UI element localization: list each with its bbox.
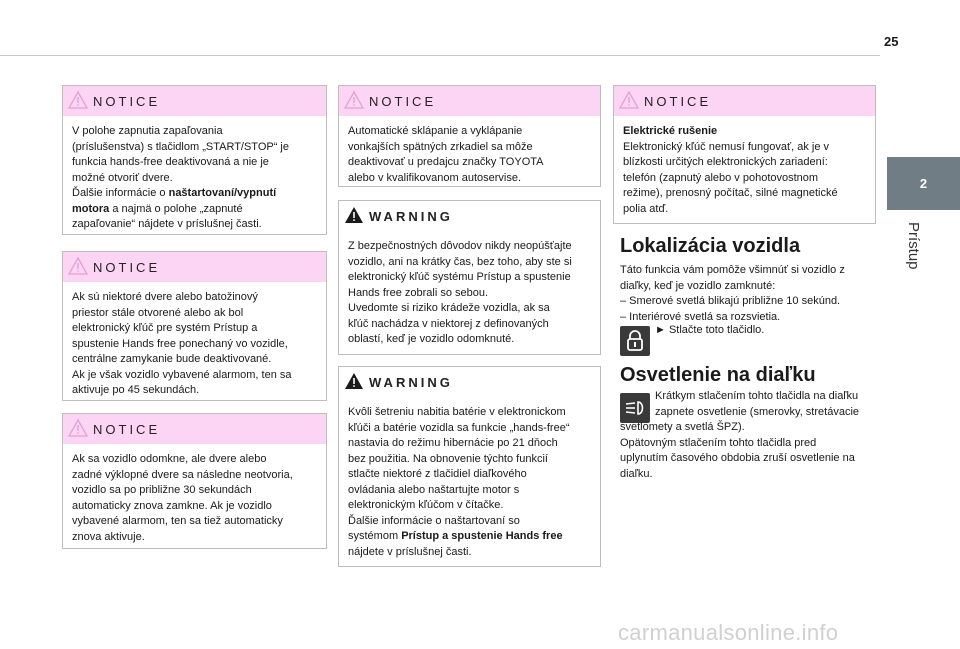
text-line: telefón (zapnutý alebo v pohotovostnom	[623, 171, 819, 184]
text-line: Automatické sklápanie a vyklápanie	[348, 125, 523, 137]
text-line: diaľku.	[620, 467, 653, 480]
warning-box-2	[338, 366, 601, 567]
lock-button-icon	[620, 326, 650, 356]
text-line: – Interiérové svetlá sa rozsvietia.	[620, 310, 781, 323]
text-line: uplynutím časového obdobia zruší osvetlenie na	[620, 452, 855, 464]
text-line: zapaľovanie“ nájdete v príslušnej časti.	[72, 218, 262, 230]
bold-subtitle: Elektrické rušenie	[623, 125, 718, 137]
text-line: elektronický kľúč pre systém Prístup a	[72, 322, 258, 334]
notice-body	[63, 282, 326, 407]
text-line: diaľky, keď je vozidlo zamknuté:	[620, 279, 776, 292]
notice-box-col3	[613, 85, 876, 224]
warning-body	[339, 397, 600, 568]
notice-header	[63, 86, 326, 116]
text-line: aktivuje po 45 sekundách.	[72, 384, 200, 396]
section-lighting-text	[620, 420, 878, 482]
text-line: vonkajších spätných zrkadiel sa môže	[348, 140, 533, 153]
warning-triangle-icon	[344, 372, 364, 390]
notice-box-2	[62, 251, 327, 401]
notice-triangle-icon	[68, 419, 88, 437]
text-line: Z bezpečnostných dôvodov nikdy neopúšťajte	[348, 240, 572, 252]
warning-box-1	[338, 200, 601, 355]
text-line: vozidlo sa po približne 30 sekundách	[72, 484, 252, 496]
text-line: režime), prenosný počítač, silné magnetické	[623, 187, 838, 199]
text-line: funkcia hands-free deaktivovaná a nie je	[72, 156, 269, 168]
text-line: deaktivovať u predajcu značky TOYOTA	[348, 156, 544, 168]
text-line: svetlomety a svetlá ŠPZ).	[620, 421, 745, 433]
padlock-icon	[625, 330, 645, 352]
text-line: Krátkym stlačením tohto tlačidla na diaľku	[655, 390, 859, 402]
text-line: Ak je však vozidlo vybavené alarmom, ten sa	[72, 368, 292, 381]
notice-header	[339, 86, 600, 116]
text-line: elektronický kľúč systému Prístup a spustenie	[348, 271, 571, 283]
notice-body	[339, 116, 600, 194]
notice-body	[63, 116, 326, 241]
notice-triangle-icon	[68, 257, 88, 275]
text-line: možné otvoriť dvere.	[72, 171, 173, 184]
headlight-button-icon	[620, 393, 650, 423]
notice-header	[63, 414, 326, 444]
text-line: blízkosti určitých elektronických zariadení:	[623, 156, 828, 168]
text-line: – Smerové svetlá blikajú približne 10 sekúnd.	[620, 295, 841, 307]
notice-title: NOTICE	[369, 93, 437, 109]
text-line: polia atď.	[623, 202, 669, 215]
text-fragment: systémom	[348, 530, 402, 542]
text-line: Táto funkcia vám pomôže všimnúť si vozidlo z	[620, 264, 845, 276]
text-line: nastavia do režimu hibernácie po 21 dňoch	[348, 437, 558, 449]
section-heading-lighting: Osvetlenie na diaľku	[620, 364, 816, 386]
text-line: oblastí, keď je vozidlo odomknuté.	[348, 333, 515, 345]
notice-triangle-icon	[619, 91, 639, 109]
bold-reference: motora	[72, 202, 110, 215]
text-line: stlačte niektoré z tlačidiel diaľkového	[348, 468, 527, 480]
warning-triangle-icon	[344, 206, 364, 224]
text-line: Hands free zobrali so sebou.	[348, 286, 489, 299]
notice-body	[63, 444, 326, 553]
text-line: Ďalšie informácie o naštartovaní so	[348, 514, 520, 527]
action-press-button: ► Stlačte toto tlačidlo.	[655, 324, 765, 336]
page-number: 25	[884, 34, 899, 49]
text-fragment: a najmä o polohe „zapnuté	[109, 202, 243, 215]
top-rule	[0, 55, 880, 56]
text-line: bez použitia. Na obnovenie týchto funkcií	[348, 452, 548, 465]
text-line: priestor stále otvorené alebo ak bol	[72, 306, 244, 319]
text-line: ovládania alebo naštartujte motor s	[348, 483, 520, 496]
text-line: Ak sa vozidlo odomkne, ale dvere alebo	[72, 453, 267, 465]
warning-title: WARNING	[369, 374, 453, 390]
text-line: Kvôli šetreniu nabitia batérie v elektronickom	[348, 406, 566, 418]
text-line: Uvedomte si riziko krádeže vozidla, ak sa	[348, 302, 550, 314]
notice-box-3	[62, 413, 327, 549]
warning-body	[339, 231, 600, 356]
notice-title: NOTICE	[93, 93, 161, 109]
chapter-title: Prístup	[905, 222, 922, 270]
notice-box-1	[62, 85, 327, 235]
text-line	[72, 202, 316, 218]
text-line	[72, 186, 316, 202]
text-line: alebo v kvalifikovanom autoservise.	[348, 171, 522, 184]
warning-header	[339, 201, 600, 231]
text-line: kľúči a batérie vozidla sa funkcie „hands-free“	[348, 421, 570, 434]
watermark: carmanualsonline.info	[618, 620, 839, 645]
text-line: vybavené alarmom, ten sa tiež automaticky	[72, 515, 283, 527]
text-line: znova aktivuje.	[72, 530, 145, 543]
text-line: vozidlo, ani na krátky čas, bez toho, aby ste si	[348, 255, 572, 268]
text-line: spustenie Hands free ponechaný vo vozidle,	[72, 337, 288, 350]
text-line: Elektronický kľúč nemusí fungovať, ak je v	[623, 140, 830, 153]
notice-body	[614, 116, 875, 225]
text-line: Ak sú niektoré dvere alebo batožinový	[72, 291, 258, 303]
text-line: Opätovným stlačením tohto tlačidla pred	[620, 436, 817, 449]
text-line: zapnete osvetlenie (smerovky, stretávacie	[655, 405, 859, 418]
headlamp-icon	[624, 400, 646, 416]
notice-title: NOTICE	[93, 259, 161, 275]
warning-title: WARNING	[369, 208, 453, 224]
text-line: kľúč nachádza v niektorej z definovaných	[348, 317, 549, 330]
notice-header	[63, 252, 326, 282]
text-line: V polohe zapnutia zapaľovania	[72, 125, 223, 137]
notice-title: NOTICE	[93, 421, 161, 437]
text-fragment: Ďalšie informácie o	[72, 187, 169, 199]
section-lighting-intro	[655, 389, 880, 420]
notice-triangle-icon	[344, 91, 364, 109]
notice-triangle-icon	[68, 91, 88, 109]
notice-box-col2	[338, 85, 601, 187]
notice-title: NOTICE	[644, 93, 712, 109]
text-line: zadné výklopné dvere sa následne neotvoria,	[72, 468, 293, 481]
text-line: (príslušenstva) s tlačidlom „START/STOP“ je	[72, 140, 289, 153]
warning-header	[339, 367, 600, 397]
text-line: nájdete v príslušnej časti.	[348, 545, 472, 558]
bold-reference: naštartovaní/vypnutí	[168, 187, 277, 199]
text-line	[348, 529, 590, 545]
bold-reference: Prístup a spustenie Hands free	[401, 530, 563, 542]
chapter-tab[interactable]: 2	[887, 157, 960, 210]
text-line: elektronickým kľúčom v čítačke.	[348, 499, 504, 511]
notice-subtitle	[623, 124, 865, 140]
section-locate-text	[620, 263, 878, 325]
section-heading-locate: Lokalizácia vozidla	[620, 235, 801, 257]
text-line: automaticky znova zamkne. Ak je vozidlo	[72, 499, 272, 512]
notice-header	[614, 86, 875, 116]
text-line: centrálne zamykanie bude deaktivované.	[72, 353, 272, 365]
